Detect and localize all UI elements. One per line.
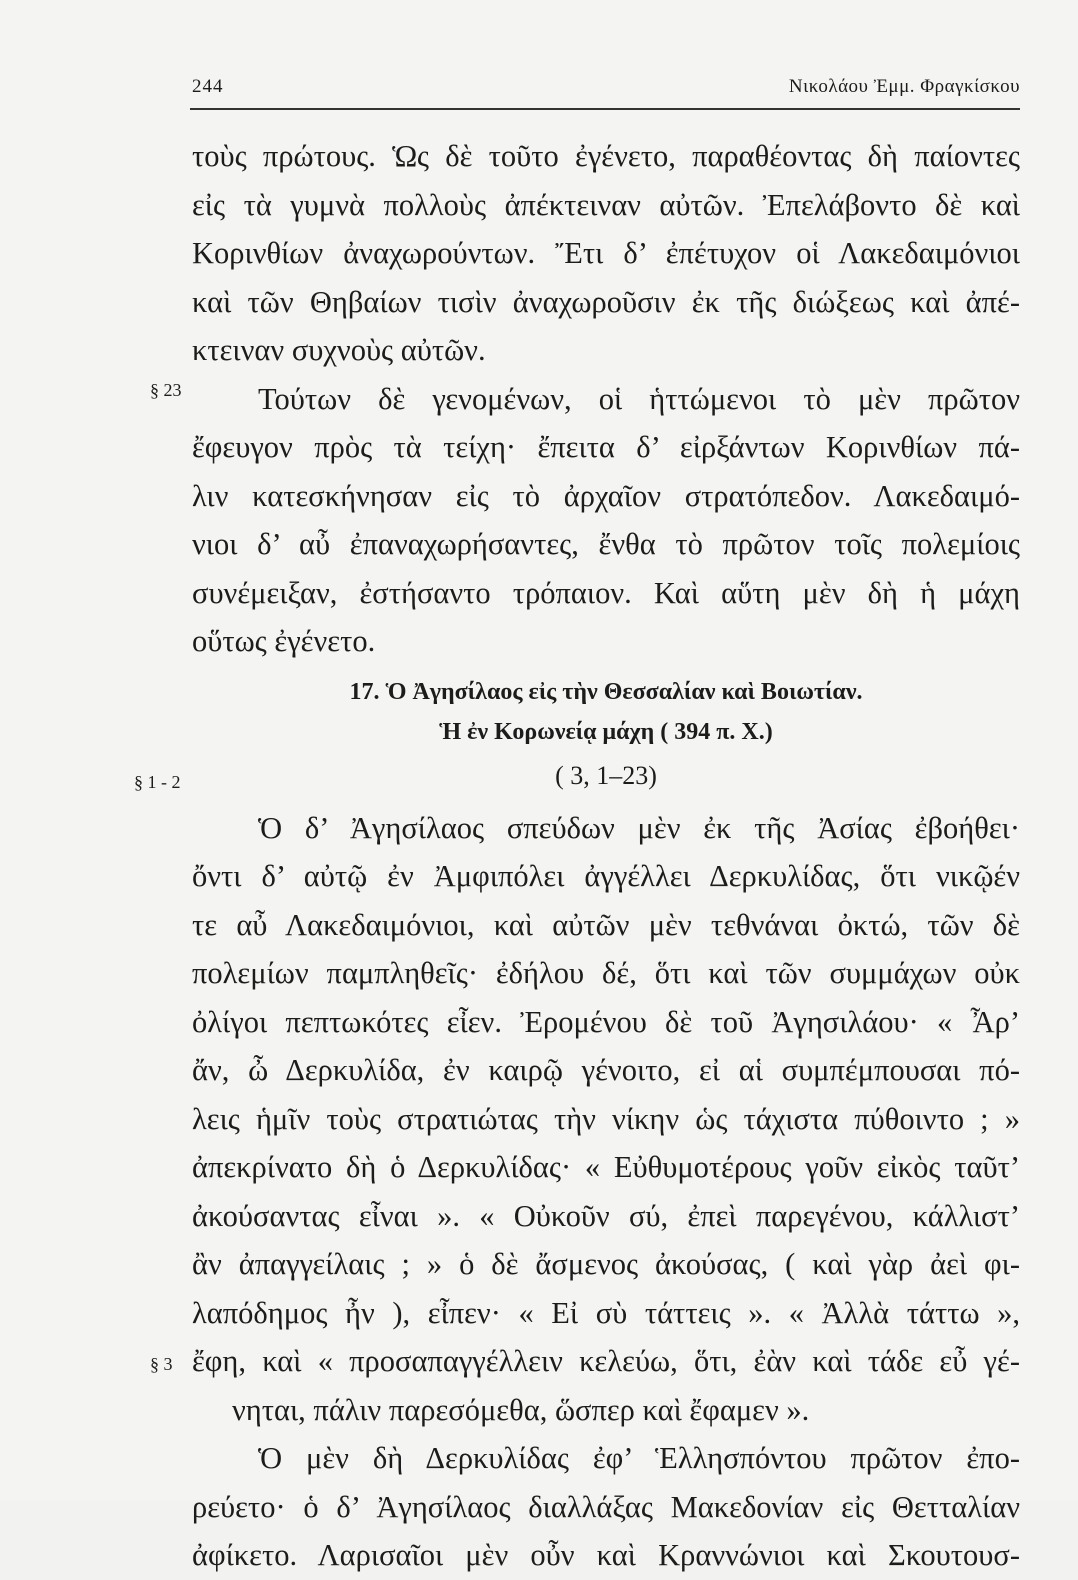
text-line: Ὁ μὲν δὴ Δερκυλίδας ἐφ’ Ἑλλησπόντου πρῶτον ἐπο- xyxy=(258,1441,1020,1475)
paragraph-continued xyxy=(192,132,1020,375)
text-line: νηται, πάλιν παρεσόμεθα, ὥσπερ καὶ ἔφαμεν ». xyxy=(232,1392,810,1427)
text-line: ἀφίκετο. Λαρισαῖοι μὲν οὖν καὶ Κραννώνιοι καὶ Σκουτουσ- xyxy=(192,1538,1020,1572)
text-line: ἀκούσαντας εἶναι ». « Οὐκοῦν σύ, ἐπεὶ παρεγένου, κάλλιστ’ xyxy=(192,1198,1020,1233)
text-line: λεις ἡμῖν τοὺς στρατιώτας τὴν νίκην ὡς τάχιστα πύθοιντο ; » xyxy=(192,1101,1020,1136)
text-line: Ὁ δ’ Ἀγησίλαος σπεύδων μὲν ἐκ τῆς Ἀσίας ἐβοήθει· xyxy=(258,810,1020,845)
text-line: λαπόδημος ἦν ), εἶπεν· « Εἰ σὺ τάττεις ». « Ἀλλὰ τάττω », xyxy=(192,1295,1020,1330)
section-label-23: § 23 xyxy=(150,380,182,400)
text-line: ρεύετο· ὁ δ’ Ἀγησίλαος διαλλάξας Μακεδονίαν εἰς Θετταλίαν xyxy=(192,1489,1020,1524)
section-label-1-2: § 1 - 2 xyxy=(134,772,181,792)
text-line: κτειναν συχνοὺς αὐτῶν. xyxy=(192,333,486,367)
text-line: λιν κατεσκήνησαν εἰς τὸ ἀρχαῖον στρατόπεδον. Λακεδαιμό- xyxy=(192,478,1020,513)
text-line: νιοι δ’ αὖ ἐπαναχωρήσαντες, ἔνθα τὸ πρῶτον τοῖς πολεμίοις xyxy=(192,527,1020,561)
text-line: ὀλίγοι πεπτωκότες εἶεν. Ἐρομένου δὲ τοῦ Ἀγησιλάου· « Ἆρ’ xyxy=(192,1004,1020,1039)
text-line: τοὺς πρώτους. Ὡς δὲ τοῦτο ἐγένετο, παραθέοντας δὴ παίοντες xyxy=(192,139,1020,173)
chapter-title: 17. Ὁ Ἀγησίλαος εἰς τὴν Θεσσαλίαν καὶ Βοιωτίαν. xyxy=(349,678,863,705)
text-line: πολεμίων παμπληθεῖς· ἐδήλου δέ, ὅτι καὶ τῶν συμμάχων οὐκ xyxy=(192,956,1020,990)
text-body xyxy=(192,132,1020,1580)
section-label-3: § 3 xyxy=(150,1354,173,1374)
text-line: ὄντι δ’ αὐτῷ ἐν Ἀμφιπόλει ἀγγέλλει Δερκυλίδας, ὅτι νικῷέν xyxy=(192,859,1020,893)
text-line: ἄν, ὦ Δερκυλίδα, ἐν καιρῷ γένοιτο, εἰ αἱ συμπέμπουσαι πό- xyxy=(192,1053,1020,1087)
running-head: Νικολάου Ἐμμ. Φραγκίσκου xyxy=(788,76,1020,97)
chapter-heading xyxy=(192,672,1020,800)
text-line: συνέμειξαν, ἐστήσαντο τρόπαιον. Καὶ αὕτη μὲν δὴ ἡ μάχη xyxy=(192,575,1020,610)
chapter-subtitle: Ἡ ἐν Κορωνείᾳ μάχη ( 394 π. Χ.) xyxy=(439,718,773,745)
paragraph-section-1-2 xyxy=(192,804,1020,1435)
text-line: Κορινθίων ἀναχωρούντων. Ἔτι δ’ ἐπέτυχον οἱ Λακεδαιμόνιοι xyxy=(192,236,1020,270)
text-line: οὕτως ἐγένετο. xyxy=(192,624,376,658)
page-header xyxy=(192,70,1020,110)
text-line: ἂν ἀπαγγείλαις ; » ὁ δὲ ἄσμενος ἀκούσας, ( καὶ γὰρ ἀεὶ φι- xyxy=(192,1247,1020,1281)
page-number: 244 xyxy=(192,76,224,97)
text-line: εἰς τὰ γυμνὰ πολλοὺς ἀπέκτειναν αὐτῶν. Ἐπελάβοντο δὲ καὶ xyxy=(192,187,1020,222)
header-rule xyxy=(190,108,1020,110)
paragraph-section-23 xyxy=(192,375,1020,666)
text-line: καὶ τῶν Θηβαίων τισὶν ἀναχωροῦσιν ἐκ τῆς διώξεως καὶ ἀπέ- xyxy=(192,284,1020,319)
paragraph-section-3 xyxy=(192,1434,1020,1580)
text-line: ἔφη, καὶ « προσαπαγγέλλειν κελεύω, ὅτι, ἐὰν καὶ τάδε εὖ γέ- xyxy=(192,1344,1020,1378)
text-line: ἀπεκρίνατο δὴ ὁ Δερκυλίδας· « Εὐθυμοτέρους γοῦν εἰκὸς ταῦτ’ xyxy=(192,1150,1020,1184)
chapter-reference: ( 3, 1–23) xyxy=(555,760,657,790)
text-line: τε αὖ Λακεδαιμόνιοι, καὶ αὐτῶν μὲν τεθνάναι ὀκτώ, τῶν δὲ xyxy=(192,907,1020,942)
text-line: Τούτων δὲ γενομένων, οἱ ἡττώμενοι τὸ μὲν πρῶτον xyxy=(258,381,1020,416)
text-line: ἔφευγον πρὸς τὰ τείχη· ἔπειτα δ’ εἰρξάντων Κορινθίων πά- xyxy=(192,430,1020,464)
